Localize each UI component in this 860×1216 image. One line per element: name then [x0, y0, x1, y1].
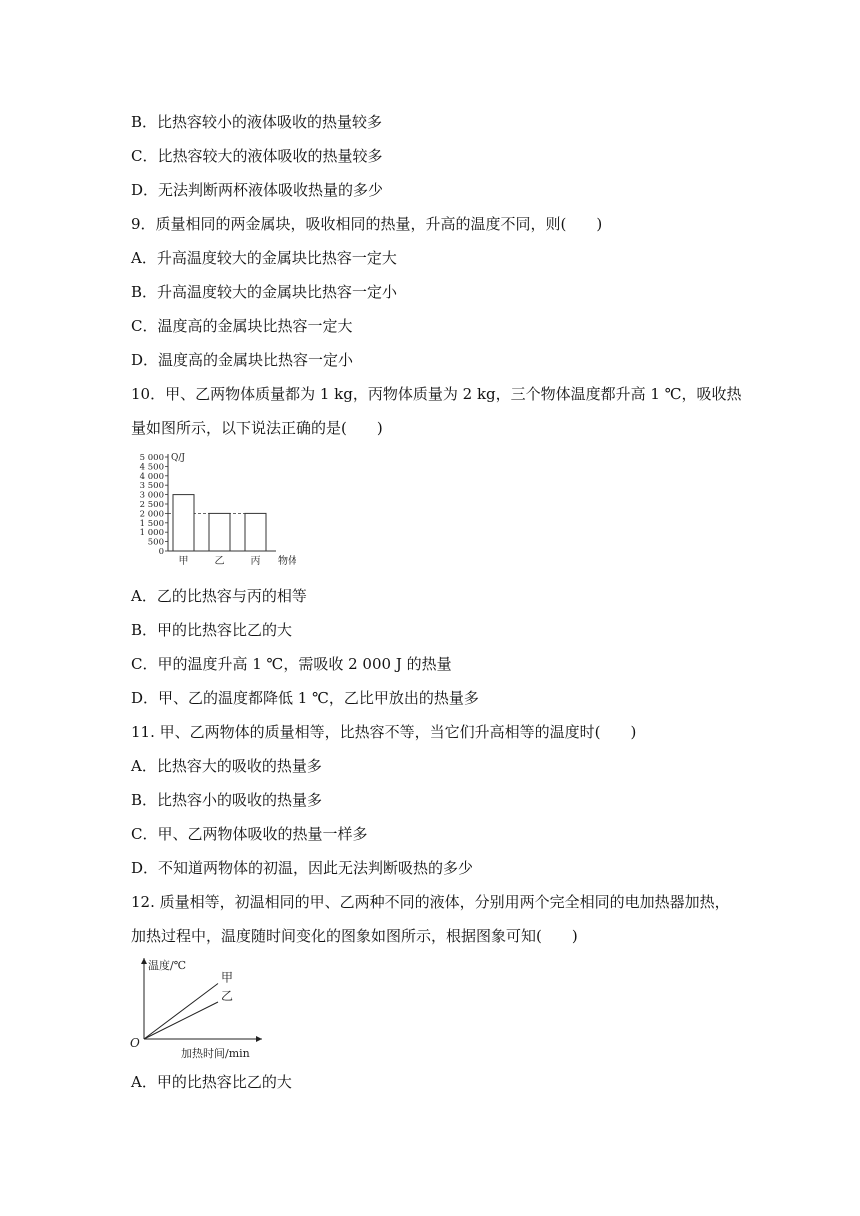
option-a-q10: A．乙的比热容与丙的相等 [131, 587, 307, 605]
x-tick-label: 甲 [178, 556, 189, 567]
option-c-q8: C．比热容较大的液体吸收的热量较多 [131, 147, 383, 165]
y-axis-label: Q/J [171, 453, 186, 463]
x-tick-label: 丙 [250, 556, 261, 567]
question-11: 11. 甲、乙两物体的质量相等，比热容不等，当它们升高相等的温度时( ) [131, 723, 637, 741]
option-b-q9: B．升高温度较大的金属块比热容一定小 [131, 283, 398, 301]
y-tick-label: 2 500 [139, 500, 164, 510]
question-10-line2: 量如图所示，以下说法正确的是( ) [131, 419, 383, 437]
question-12-line1: 12. 质量相等，初温相同的甲、乙两种不同的液体，分别用两个完全相同的电加热器加热， [131, 893, 730, 911]
origin-label: O [130, 1036, 140, 1050]
x-tick-label: 乙 [214, 556, 225, 567]
option-c-q9: C．温度高的金属块比热容一定大 [131, 317, 353, 335]
y-tick-label: 0 [158, 547, 164, 557]
line-chart-figure [126, 952, 276, 1066]
series-label-2: 乙 [221, 989, 234, 1003]
x-axis-label: 物体 [278, 556, 296, 567]
option-b-q10: B．甲的比热容比乙的大 [131, 621, 293, 639]
y-tick-label: 2 000 [139, 509, 164, 520]
y-tick-label: 500 [147, 537, 164, 548]
series-label-1: 甲 [221, 970, 234, 985]
question-10-line1: 10．甲、乙两物体质量都为 1 kg，丙物体质量为 2 kg，三个物体温度都升高 1 ℃，吸收热 [131, 385, 742, 403]
question-9: 9．质量相同的两金属块，吸收相同的热量，升高的温度不同，则( ) [131, 215, 603, 233]
option-a-q9: A．升高温度较大的金属块比热容一定大 [131, 249, 397, 267]
question-12-line2: 加热过程中，温度随时间变化的图象如图所示，根据图象可知( ) [131, 927, 578, 945]
x-axis-label: 加热时间/min [181, 1047, 250, 1060]
y-tick-label: 3 500 [139, 481, 164, 492]
y-tick-label: 1 000 [139, 528, 164, 539]
series-line-2 [144, 1002, 218, 1039]
y-tick-label: 3 000 [139, 490, 164, 501]
bar-1 [173, 495, 194, 551]
option-d-q10: D．甲、乙的温度都降低 1 ℃，乙比甲放出的热量多 [131, 689, 479, 707]
y-tick-label: 4 500 [139, 462, 164, 473]
option-d-q11: D．不知道两物体的初温，因此无法判断吸热的多少 [131, 859, 474, 877]
bar-chart-figure [126, 450, 296, 574]
y-tick-label: 4 000 [139, 471, 164, 482]
y-tick-label: 1 500 [139, 518, 164, 529]
option-d-q8: D．无法判断两杯液体吸收热量的多少 [131, 181, 384, 199]
option-c-q11: C．甲、乙两物体吸收的热量一样多 [131, 825, 368, 843]
option-b-q8: B．比热容较小的液体吸收的热量较多 [131, 113, 383, 131]
x-axis-arrow [256, 1036, 262, 1042]
bar-3 [245, 513, 266, 551]
option-d-q9: D．温度高的金属块比热容一定小 [131, 351, 354, 369]
option-b-q11: B．比热容小的吸收的热量多 [131, 791, 323, 809]
bar-chart [126, 450, 296, 570]
option-a-q11: A．比热容大的吸收的热量多 [131, 757, 322, 775]
line-chart [126, 952, 276, 1062]
y-axis-arrow [141, 958, 147, 964]
series-line-1 [144, 984, 218, 1040]
option-a-q12: A．甲的比热容比乙的大 [131, 1073, 292, 1091]
y-tick-label: 5 000 [139, 453, 164, 463]
y-axis-label: 温度/℃ [148, 959, 187, 972]
option-c-q10: C．甲的温度升高 1 ℃，需吸收 2 000 J 的热量 [131, 655, 452, 673]
bar-2 [209, 513, 230, 551]
